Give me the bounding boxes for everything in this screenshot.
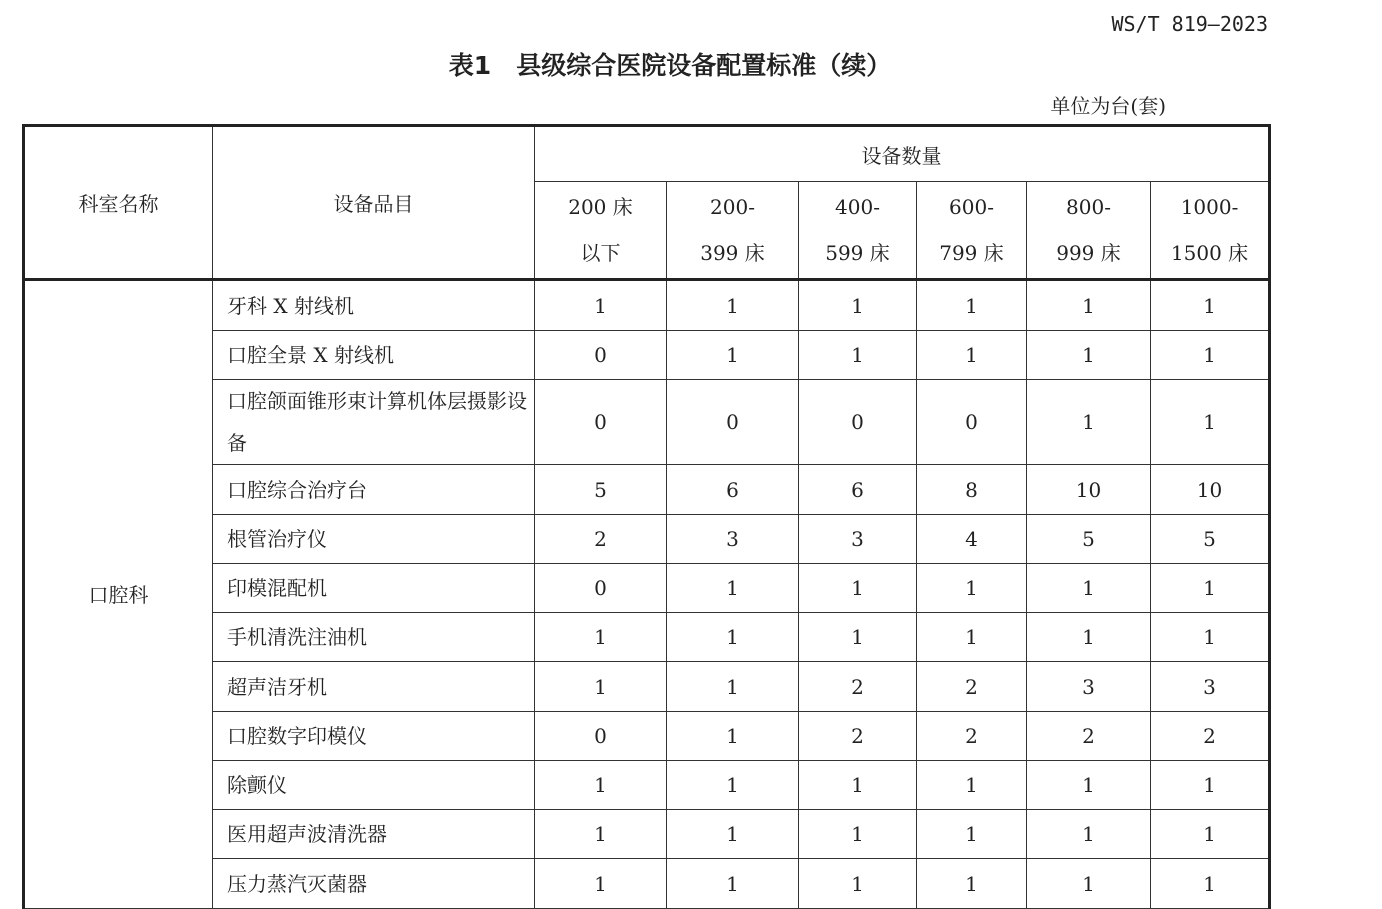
quantity-cell: 1 bbox=[917, 280, 1027, 331]
quantity-cell: 1 bbox=[667, 662, 799, 712]
quantity-cell: 1 bbox=[799, 810, 917, 859]
bed-range-line1: 200 床 bbox=[568, 195, 633, 219]
quantity-cell: 0 bbox=[535, 564, 667, 613]
bed-range-line2: 799 床 bbox=[939, 241, 1004, 265]
quantity-cell: 2 bbox=[917, 712, 1027, 761]
quantity-cell: 1 bbox=[1027, 761, 1151, 810]
quantity-cell: 1 bbox=[667, 859, 799, 909]
quantity-cell: 1 bbox=[1151, 280, 1270, 331]
quantity-cell: 0 bbox=[535, 712, 667, 761]
quantity-cell: 6 bbox=[667, 465, 799, 515]
quantity-cell: 1 bbox=[1151, 564, 1270, 613]
quantity-cell: 5 bbox=[1027, 515, 1151, 564]
quantity-cell: 2 bbox=[1151, 712, 1270, 761]
header-item: 设备品目 bbox=[213, 126, 535, 280]
quantity-cell: 10 bbox=[1027, 465, 1151, 515]
unit-note: 单位为台(套) bbox=[1050, 94, 1166, 118]
quantity-cell: 1 bbox=[1027, 859, 1151, 909]
quantity-cell: 1 bbox=[917, 331, 1027, 380]
item-name: 牙科 X 射线机 bbox=[213, 280, 535, 331]
quantity-cell: 1 bbox=[1151, 859, 1270, 909]
quantity-cell: 3 bbox=[1027, 662, 1151, 712]
quantity-cell: 0 bbox=[535, 331, 667, 380]
quantity-cell: 1 bbox=[1027, 380, 1151, 465]
quantity-cell: 1 bbox=[1151, 331, 1270, 380]
bed-range-line2: 1500 床 bbox=[1170, 241, 1249, 265]
bed-range-line2: 599 床 bbox=[825, 241, 890, 265]
bed-range-line2: 以下 bbox=[580, 241, 621, 265]
quantity-cell: 1 bbox=[667, 761, 799, 810]
quantity-cell: 1 bbox=[1027, 564, 1151, 613]
item-name: 超声洁牙机 bbox=[213, 662, 535, 712]
quantity-cell: 0 bbox=[799, 380, 917, 465]
item-name: 除颤仪 bbox=[213, 761, 535, 810]
item-name: 根管治疗仪 bbox=[213, 515, 535, 564]
quantity-cell: 1 bbox=[667, 613, 799, 662]
header-bed-range bbox=[1151, 182, 1270, 280]
quantity-cell: 5 bbox=[1151, 515, 1270, 564]
quantity-cell: 2 bbox=[799, 662, 917, 712]
quantity-cell: 1 bbox=[1027, 280, 1151, 331]
table-title: 表1 县级综合医院设备配置标准（续） bbox=[448, 51, 892, 80]
item-name: 医用超声波清洗器 bbox=[213, 810, 535, 859]
header-quantity: 设备数量 bbox=[535, 126, 1270, 182]
quantity-cell: 1 bbox=[1027, 613, 1151, 662]
item-name: 口腔综合治疗台 bbox=[213, 465, 535, 515]
quantity-cell: 2 bbox=[1027, 712, 1151, 761]
bed-range-line1: 1000- bbox=[1180, 195, 1239, 219]
quantity-cell: 8 bbox=[917, 465, 1027, 515]
quantity-cell: 1 bbox=[799, 280, 917, 331]
quantity-cell: 1 bbox=[799, 761, 917, 810]
item-name: 口腔数字印模仪 bbox=[213, 712, 535, 761]
item-name: 口腔颌面锥形束计算机体层摄影设备 bbox=[213, 380, 535, 465]
quantity-cell: 1 bbox=[917, 564, 1027, 613]
quantity-cell: 2 bbox=[799, 712, 917, 761]
item-name: 压力蒸汽灭菌器 bbox=[213, 859, 535, 909]
quantity-cell: 1 bbox=[535, 859, 667, 909]
bed-range-line2: 399 床 bbox=[700, 241, 765, 265]
quantity-cell: 1 bbox=[1027, 331, 1151, 380]
bed-range-line1: 600- bbox=[949, 195, 994, 219]
quantity-cell: 10 bbox=[1151, 465, 1270, 515]
quantity-cell: 1 bbox=[917, 859, 1027, 909]
quantity-cell: 1 bbox=[667, 712, 799, 761]
quantity-cell: 1 bbox=[535, 662, 667, 712]
equipment-table bbox=[22, 124, 1271, 909]
header-bed-range bbox=[667, 182, 799, 280]
quantity-cell: 1 bbox=[917, 810, 1027, 859]
quantity-cell: 1 bbox=[667, 564, 799, 613]
standard-code: WS/T 819—2023 bbox=[1111, 12, 1268, 36]
bed-range-line1: 200- bbox=[710, 195, 755, 219]
quantity-cell: 6 bbox=[799, 465, 917, 515]
quantity-cell: 1 bbox=[799, 613, 917, 662]
quantity-cell: 0 bbox=[535, 380, 667, 465]
quantity-cell: 0 bbox=[667, 380, 799, 465]
header-dept: 科室名称 bbox=[24, 126, 213, 280]
header-bed-range bbox=[1027, 182, 1151, 280]
quantity-cell: 1 bbox=[535, 810, 667, 859]
bed-range-line2: 999 床 bbox=[1056, 241, 1121, 265]
header-bed-range bbox=[799, 182, 917, 280]
quantity-cell: 3 bbox=[799, 515, 917, 564]
quantity-cell: 1 bbox=[799, 331, 917, 380]
quantity-cell: 1 bbox=[1027, 810, 1151, 859]
quantity-cell: 1 bbox=[1151, 810, 1270, 859]
item-name: 手机清洗注油机 bbox=[213, 613, 535, 662]
item-name: 口腔全景 X 射线机 bbox=[213, 331, 535, 380]
quantity-cell: 3 bbox=[667, 515, 799, 564]
quantity-cell: 1 bbox=[799, 859, 917, 909]
header-bed-range bbox=[917, 182, 1027, 280]
quantity-cell: 1 bbox=[667, 280, 799, 331]
header-bed-range bbox=[535, 182, 667, 280]
quantity-cell: 2 bbox=[535, 515, 667, 564]
quantity-cell: 5 bbox=[535, 465, 667, 515]
quantity-cell: 1 bbox=[535, 280, 667, 331]
quantity-cell: 1 bbox=[1151, 761, 1270, 810]
bed-range-line1: 800- bbox=[1066, 195, 1111, 219]
quantity-cell: 1 bbox=[799, 564, 917, 613]
quantity-cell: 3 bbox=[1151, 662, 1270, 712]
quantity-cell: 1 bbox=[535, 761, 667, 810]
quantity-cell: 0 bbox=[917, 380, 1027, 465]
quantity-cell: 2 bbox=[917, 662, 1027, 712]
table-row bbox=[24, 280, 1270, 331]
quantity-cell: 1 bbox=[667, 331, 799, 380]
department-cell: 口腔科 bbox=[24, 280, 213, 909]
quantity-cell: 4 bbox=[917, 515, 1027, 564]
quantity-cell: 1 bbox=[1151, 380, 1270, 465]
quantity-cell: 1 bbox=[535, 613, 667, 662]
item-name: 印模混配机 bbox=[213, 564, 535, 613]
quantity-cell: 1 bbox=[917, 613, 1027, 662]
quantity-cell: 1 bbox=[667, 810, 799, 859]
quantity-cell: 1 bbox=[1151, 613, 1270, 662]
quantity-cell: 1 bbox=[917, 761, 1027, 810]
bed-range-line1: 400- bbox=[835, 195, 880, 219]
